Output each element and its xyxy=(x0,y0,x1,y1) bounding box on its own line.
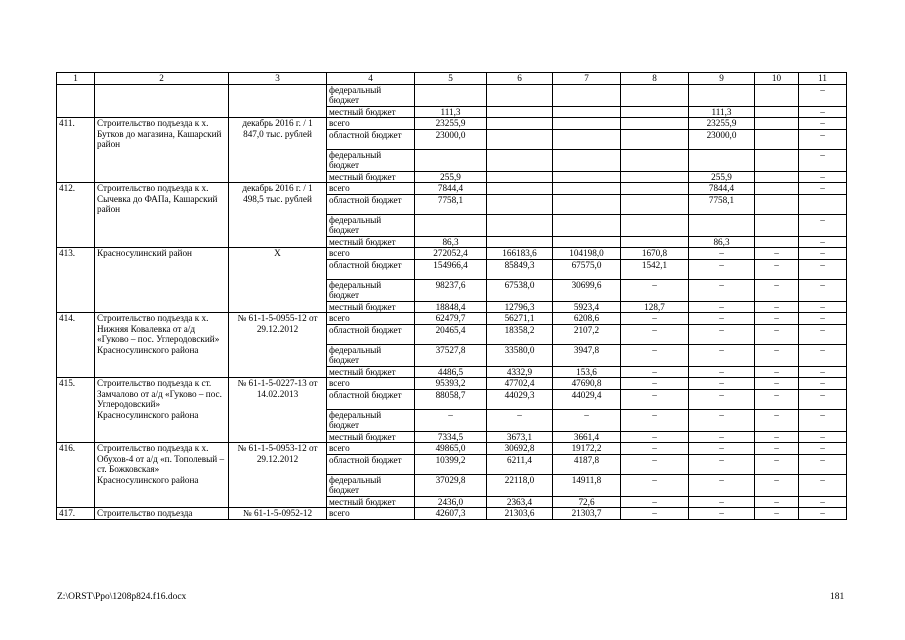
value-cell: 255,9 xyxy=(689,171,755,183)
value-cell: – xyxy=(799,431,847,443)
value-cell: 44029,3 xyxy=(487,389,553,409)
value-cell xyxy=(689,84,755,106)
value-cell: 104198,0 xyxy=(553,248,621,260)
value-cell: – xyxy=(799,496,847,508)
value-cell: – xyxy=(621,344,689,366)
value-cell xyxy=(755,84,799,106)
value-cell xyxy=(799,194,847,214)
value-cell: – xyxy=(689,344,755,366)
value-cell: – xyxy=(755,324,799,344)
value-cell xyxy=(487,118,553,130)
value-cell: – xyxy=(621,279,689,301)
value-cell: 166183,6 xyxy=(487,248,553,260)
value-cell: – xyxy=(689,301,755,313)
value-cell: 3673,1 xyxy=(487,431,553,443)
value-cell: 33580,0 xyxy=(487,344,553,366)
value-cell: – xyxy=(799,301,847,313)
value-cell: – xyxy=(621,431,689,443)
value-cell: – xyxy=(799,366,847,378)
value-cell xyxy=(553,214,621,236)
header-cell: 2 xyxy=(95,73,229,85)
value-cell: – xyxy=(799,454,847,474)
value-cell: – xyxy=(621,443,689,455)
value-cell: 30692,8 xyxy=(487,443,553,455)
object-name-cell xyxy=(95,84,229,118)
value-cell: – xyxy=(689,508,755,520)
file-path: Z:\ORST\Ppo\1208p824.f16.docx xyxy=(57,592,187,602)
value-cell xyxy=(553,236,621,248)
value-cell: – xyxy=(799,344,847,366)
funding-source-cell: федеральный бюджет xyxy=(327,344,415,366)
value-cell xyxy=(621,106,689,118)
value-cell: – xyxy=(415,409,487,431)
funding-source-cell: всего xyxy=(327,118,415,130)
value-cell xyxy=(621,214,689,236)
value-cell xyxy=(621,129,689,149)
header-cell: 4 xyxy=(327,73,415,85)
funding-source-cell: всего xyxy=(327,378,415,390)
value-cell: 30699,6 xyxy=(553,279,621,301)
value-cell: 18358,2 xyxy=(487,324,553,344)
value-cell xyxy=(621,183,689,195)
table-row xyxy=(57,118,847,130)
funding-source-cell: областной бюджет xyxy=(327,324,415,344)
funding-source-cell: местный бюджет xyxy=(327,301,415,313)
value-cell: – xyxy=(689,248,755,260)
table-row xyxy=(57,508,847,520)
value-cell xyxy=(487,194,553,214)
value-cell xyxy=(755,183,799,195)
value-cell: – xyxy=(755,431,799,443)
value-cell: – xyxy=(689,366,755,378)
object-name-cell: Красносулинский район xyxy=(95,248,229,313)
value-cell: 5923,4 xyxy=(553,301,621,313)
value-cell: – xyxy=(799,443,847,455)
funding-source-cell: всего xyxy=(327,183,415,195)
value-cell: – xyxy=(755,454,799,474)
value-cell: 111,3 xyxy=(415,106,487,118)
value-cell: 21303,6 xyxy=(487,508,553,520)
value-cell xyxy=(755,214,799,236)
value-cell: 6211,4 xyxy=(487,454,553,474)
value-cell: 14911,8 xyxy=(553,474,621,496)
value-cell: 10399,2 xyxy=(415,454,487,474)
document-cell: Х xyxy=(229,248,327,313)
value-cell: – xyxy=(755,496,799,508)
value-cell: 98237,6 xyxy=(415,279,487,301)
value-cell: 20465,4 xyxy=(415,324,487,344)
value-cell: 44029,4 xyxy=(553,389,621,409)
object-name-cell: Строительство подъезда к х. Сычевка до ФАПа, Кашарский район xyxy=(95,183,229,248)
value-cell: – xyxy=(621,378,689,390)
value-cell: 86,3 xyxy=(689,236,755,248)
table-row xyxy=(57,183,847,195)
value-cell: 37527,8 xyxy=(415,344,487,366)
value-cell xyxy=(621,118,689,130)
value-cell: – xyxy=(689,259,755,279)
value-cell: 23255,9 xyxy=(415,118,487,130)
funding-source-cell: местный бюджет xyxy=(327,431,415,443)
value-cell xyxy=(553,84,621,106)
value-cell xyxy=(621,84,689,106)
value-cell: – xyxy=(755,389,799,409)
value-cell: 154966,4 xyxy=(415,259,487,279)
value-cell xyxy=(487,214,553,236)
value-cell xyxy=(487,183,553,195)
value-cell: – xyxy=(755,259,799,279)
funding-source-cell: всего xyxy=(327,313,415,325)
value-cell: 37029,8 xyxy=(415,474,487,496)
object-name-cell: Строительство подъезда к х. Нижняя Ковалевка от а/д «Гуково – пос. Углеродовский» Красносулинского района xyxy=(95,313,229,378)
value-cell: 6208,6 xyxy=(553,313,621,325)
object-name-cell: Строительство подъезда xyxy=(95,508,229,520)
funding-source-cell: всего xyxy=(327,248,415,260)
value-cell: – xyxy=(621,496,689,508)
table-row xyxy=(57,443,847,455)
header-row xyxy=(57,73,847,85)
value-cell: – xyxy=(621,366,689,378)
value-cell: – xyxy=(689,454,755,474)
value-cell: 95393,2 xyxy=(415,378,487,390)
value-cell: – xyxy=(621,508,689,520)
value-cell: 12796,3 xyxy=(487,301,553,313)
header-cell: 1 xyxy=(57,73,95,85)
value-cell: 85849,3 xyxy=(487,259,553,279)
value-cell: – xyxy=(755,301,799,313)
value-cell: – xyxy=(799,409,847,431)
value-cell: 1670,8 xyxy=(621,248,689,260)
value-cell xyxy=(621,194,689,214)
header-cell: 7 xyxy=(553,73,621,85)
value-cell: 128,7 xyxy=(621,301,689,313)
value-cell xyxy=(755,194,799,214)
value-cell: 72,6 xyxy=(553,496,621,508)
value-cell xyxy=(553,183,621,195)
document-cell xyxy=(229,84,327,118)
value-cell xyxy=(415,84,487,106)
value-cell xyxy=(487,84,553,106)
row-number-cell: 416. xyxy=(57,443,95,508)
value-cell: – xyxy=(755,443,799,455)
value-cell: – xyxy=(621,324,689,344)
header-cell: 11 xyxy=(799,73,847,85)
value-cell: – xyxy=(689,409,755,431)
value-cell: 4486,5 xyxy=(415,366,487,378)
table-row xyxy=(57,248,847,260)
value-cell: 3947,8 xyxy=(553,344,621,366)
value-cell: 22118,0 xyxy=(487,474,553,496)
header-cell: 3 xyxy=(229,73,327,85)
value-cell: – xyxy=(689,313,755,325)
value-cell: 7758,1 xyxy=(415,194,487,214)
value-cell: – xyxy=(799,129,847,149)
value-cell: 111,3 xyxy=(689,106,755,118)
value-cell xyxy=(621,149,689,171)
header-cell: 5 xyxy=(415,73,487,85)
value-cell xyxy=(553,129,621,149)
funding-source-cell: областной бюджет xyxy=(327,259,415,279)
value-cell: 47690,8 xyxy=(553,378,621,390)
value-cell: – xyxy=(799,389,847,409)
value-cell: – xyxy=(689,389,755,409)
row-number-cell xyxy=(57,84,95,118)
budget-table xyxy=(56,72,847,520)
document-cell: декабрь 2016 г. / 1 847,0 тыс. рублей xyxy=(229,118,327,183)
value-cell: – xyxy=(689,279,755,301)
value-cell: – xyxy=(621,409,689,431)
value-cell: 19172,2 xyxy=(553,443,621,455)
value-cell xyxy=(553,118,621,130)
table-row xyxy=(57,84,847,106)
value-cell xyxy=(755,129,799,149)
value-cell: – xyxy=(799,171,847,183)
value-cell: – xyxy=(689,474,755,496)
value-cell xyxy=(755,236,799,248)
value-cell: – xyxy=(799,149,847,171)
value-cell: 23000,0 xyxy=(415,129,487,149)
value-cell: – xyxy=(799,474,847,496)
value-cell: – xyxy=(755,248,799,260)
value-cell: – xyxy=(799,84,847,106)
value-cell xyxy=(755,118,799,130)
value-cell: – xyxy=(487,409,553,431)
value-cell: 21303,7 xyxy=(553,508,621,520)
funding-source-cell: всего xyxy=(327,508,415,520)
funding-source-cell: федеральный бюджет xyxy=(327,409,415,431)
value-cell: – xyxy=(755,313,799,325)
value-cell: – xyxy=(799,106,847,118)
row-number-cell: 415. xyxy=(57,378,95,443)
value-cell xyxy=(621,171,689,183)
value-cell: – xyxy=(755,474,799,496)
value-cell: 67575,0 xyxy=(553,259,621,279)
value-cell: 2436,0 xyxy=(415,496,487,508)
value-cell: – xyxy=(689,431,755,443)
value-cell: 153,6 xyxy=(553,366,621,378)
value-cell: – xyxy=(689,496,755,508)
value-cell xyxy=(755,149,799,171)
document-cell: декабрь 2016 г. / 1 498,5 тыс. рублей xyxy=(229,183,327,248)
value-cell: – xyxy=(755,508,799,520)
value-cell xyxy=(487,171,553,183)
value-cell: 7844,4 xyxy=(689,183,755,195)
value-cell: – xyxy=(755,279,799,301)
value-cell: – xyxy=(799,378,847,390)
value-cell: 7334,5 xyxy=(415,431,487,443)
value-cell: 272052,4 xyxy=(415,248,487,260)
header-cell: 9 xyxy=(689,73,755,85)
value-cell: 3661,4 xyxy=(553,431,621,443)
value-cell: – xyxy=(689,443,755,455)
funding-source-cell: областной бюджет xyxy=(327,389,415,409)
value-cell xyxy=(553,149,621,171)
value-cell: – xyxy=(799,279,847,301)
value-cell: 4187,8 xyxy=(553,454,621,474)
funding-source-cell: всего xyxy=(327,443,415,455)
row-number-cell: 417. xyxy=(57,508,95,520)
value-cell: 7758,1 xyxy=(689,194,755,214)
header-cell: 6 xyxy=(487,73,553,85)
funding-source-cell: областной бюджет xyxy=(327,454,415,474)
value-cell: – xyxy=(799,214,847,236)
value-cell: – xyxy=(755,409,799,431)
table-row xyxy=(57,378,847,390)
value-cell xyxy=(755,106,799,118)
value-cell: 7844,4 xyxy=(415,183,487,195)
value-cell: 2107,2 xyxy=(553,324,621,344)
value-cell xyxy=(689,149,755,171)
value-cell: – xyxy=(621,313,689,325)
object-name-cell: Строительство подъезда к ст. Замчалово от а/д «Гуково – пос. Углеродовский» Красносулинского района xyxy=(95,378,229,443)
document-cell: № 61-1-5-0953-12 от 29.12.2012 xyxy=(229,443,327,508)
funding-source-cell: местный бюджет xyxy=(327,171,415,183)
value-cell xyxy=(487,106,553,118)
value-cell xyxy=(689,214,755,236)
value-cell xyxy=(487,236,553,248)
value-cell: – xyxy=(621,454,689,474)
value-cell xyxy=(415,214,487,236)
funding-source-cell: федеральный бюджет xyxy=(327,214,415,236)
document-cell: № 61-1-5-0227-13 от 14.02.2013 xyxy=(229,378,327,443)
funding-source-cell: местный бюджет xyxy=(327,236,415,248)
value-cell: – xyxy=(799,259,847,279)
header-cell: 10 xyxy=(755,73,799,85)
value-cell: 255,9 xyxy=(415,171,487,183)
funding-source-cell: местный бюджет xyxy=(327,366,415,378)
value-cell xyxy=(621,236,689,248)
row-number-cell: 414. xyxy=(57,313,95,378)
value-cell xyxy=(415,149,487,171)
value-cell: – xyxy=(799,324,847,344)
value-cell: 4332,9 xyxy=(487,366,553,378)
header-cell: 8 xyxy=(621,73,689,85)
value-cell: – xyxy=(799,118,847,130)
row-number-cell: 412. xyxy=(57,183,95,248)
funding-source-cell: местный бюджет xyxy=(327,106,415,118)
value-cell: 86,3 xyxy=(415,236,487,248)
funding-source-cell: федеральный бюджет xyxy=(327,279,415,301)
value-cell: 56271,1 xyxy=(487,313,553,325)
value-cell: 23255,9 xyxy=(689,118,755,130)
value-cell: – xyxy=(799,236,847,248)
value-cell xyxy=(553,194,621,214)
value-cell xyxy=(487,129,553,149)
value-cell: – xyxy=(621,389,689,409)
table-row xyxy=(57,313,847,325)
value-cell: – xyxy=(755,378,799,390)
value-cell: – xyxy=(621,474,689,496)
funding-source-cell: федеральный бюджет xyxy=(327,474,415,496)
value-cell: – xyxy=(689,378,755,390)
funding-source-cell: федеральный бюджет xyxy=(327,149,415,171)
value-cell xyxy=(553,171,621,183)
row-number-cell: 413. xyxy=(57,248,95,313)
value-cell xyxy=(755,171,799,183)
object-name-cell: Строительство подъезда к х. Бутков до магазина, Кашарский район xyxy=(95,118,229,183)
value-cell: – xyxy=(553,409,621,431)
document-cell: № 61-1-5-0955-12 от 29.12.2012 xyxy=(229,313,327,378)
value-cell: – xyxy=(755,344,799,366)
row-number-cell: 411. xyxy=(57,118,95,183)
value-cell xyxy=(487,149,553,171)
value-cell: 1542,1 xyxy=(621,259,689,279)
value-cell: – xyxy=(755,366,799,378)
value-cell: – xyxy=(689,324,755,344)
funding-source-cell: местный бюджет xyxy=(327,496,415,508)
value-cell: 62479,7 xyxy=(415,313,487,325)
value-cell: 49865,0 xyxy=(415,443,487,455)
value-cell xyxy=(553,106,621,118)
funding-source-cell: областной бюджет xyxy=(327,194,415,214)
value-cell: 42607,3 xyxy=(415,508,487,520)
value-cell: 2363,4 xyxy=(487,496,553,508)
value-cell: – xyxy=(799,248,847,260)
value-cell: – xyxy=(799,183,847,195)
value-cell: 67538,0 xyxy=(487,279,553,301)
value-cell: 23000,0 xyxy=(689,129,755,149)
funding-source-cell: федеральный бюджет xyxy=(327,84,415,106)
value-cell: 18848,4 xyxy=(415,301,487,313)
value-cell: – xyxy=(799,313,847,325)
value-cell: – xyxy=(799,508,847,520)
funding-source-cell: областной бюджет xyxy=(327,129,415,149)
page-number: 181 xyxy=(830,592,845,602)
value-cell: 88058,7 xyxy=(415,389,487,409)
value-cell: 47702,4 xyxy=(487,378,553,390)
document-cell: № 61-1-5-0952-12 xyxy=(229,508,327,520)
object-name-cell: Строительство подъезда к х. Обухов-4 от а/д «п. Тополевый – ст. Божковская» Красносулинского района xyxy=(95,443,229,508)
